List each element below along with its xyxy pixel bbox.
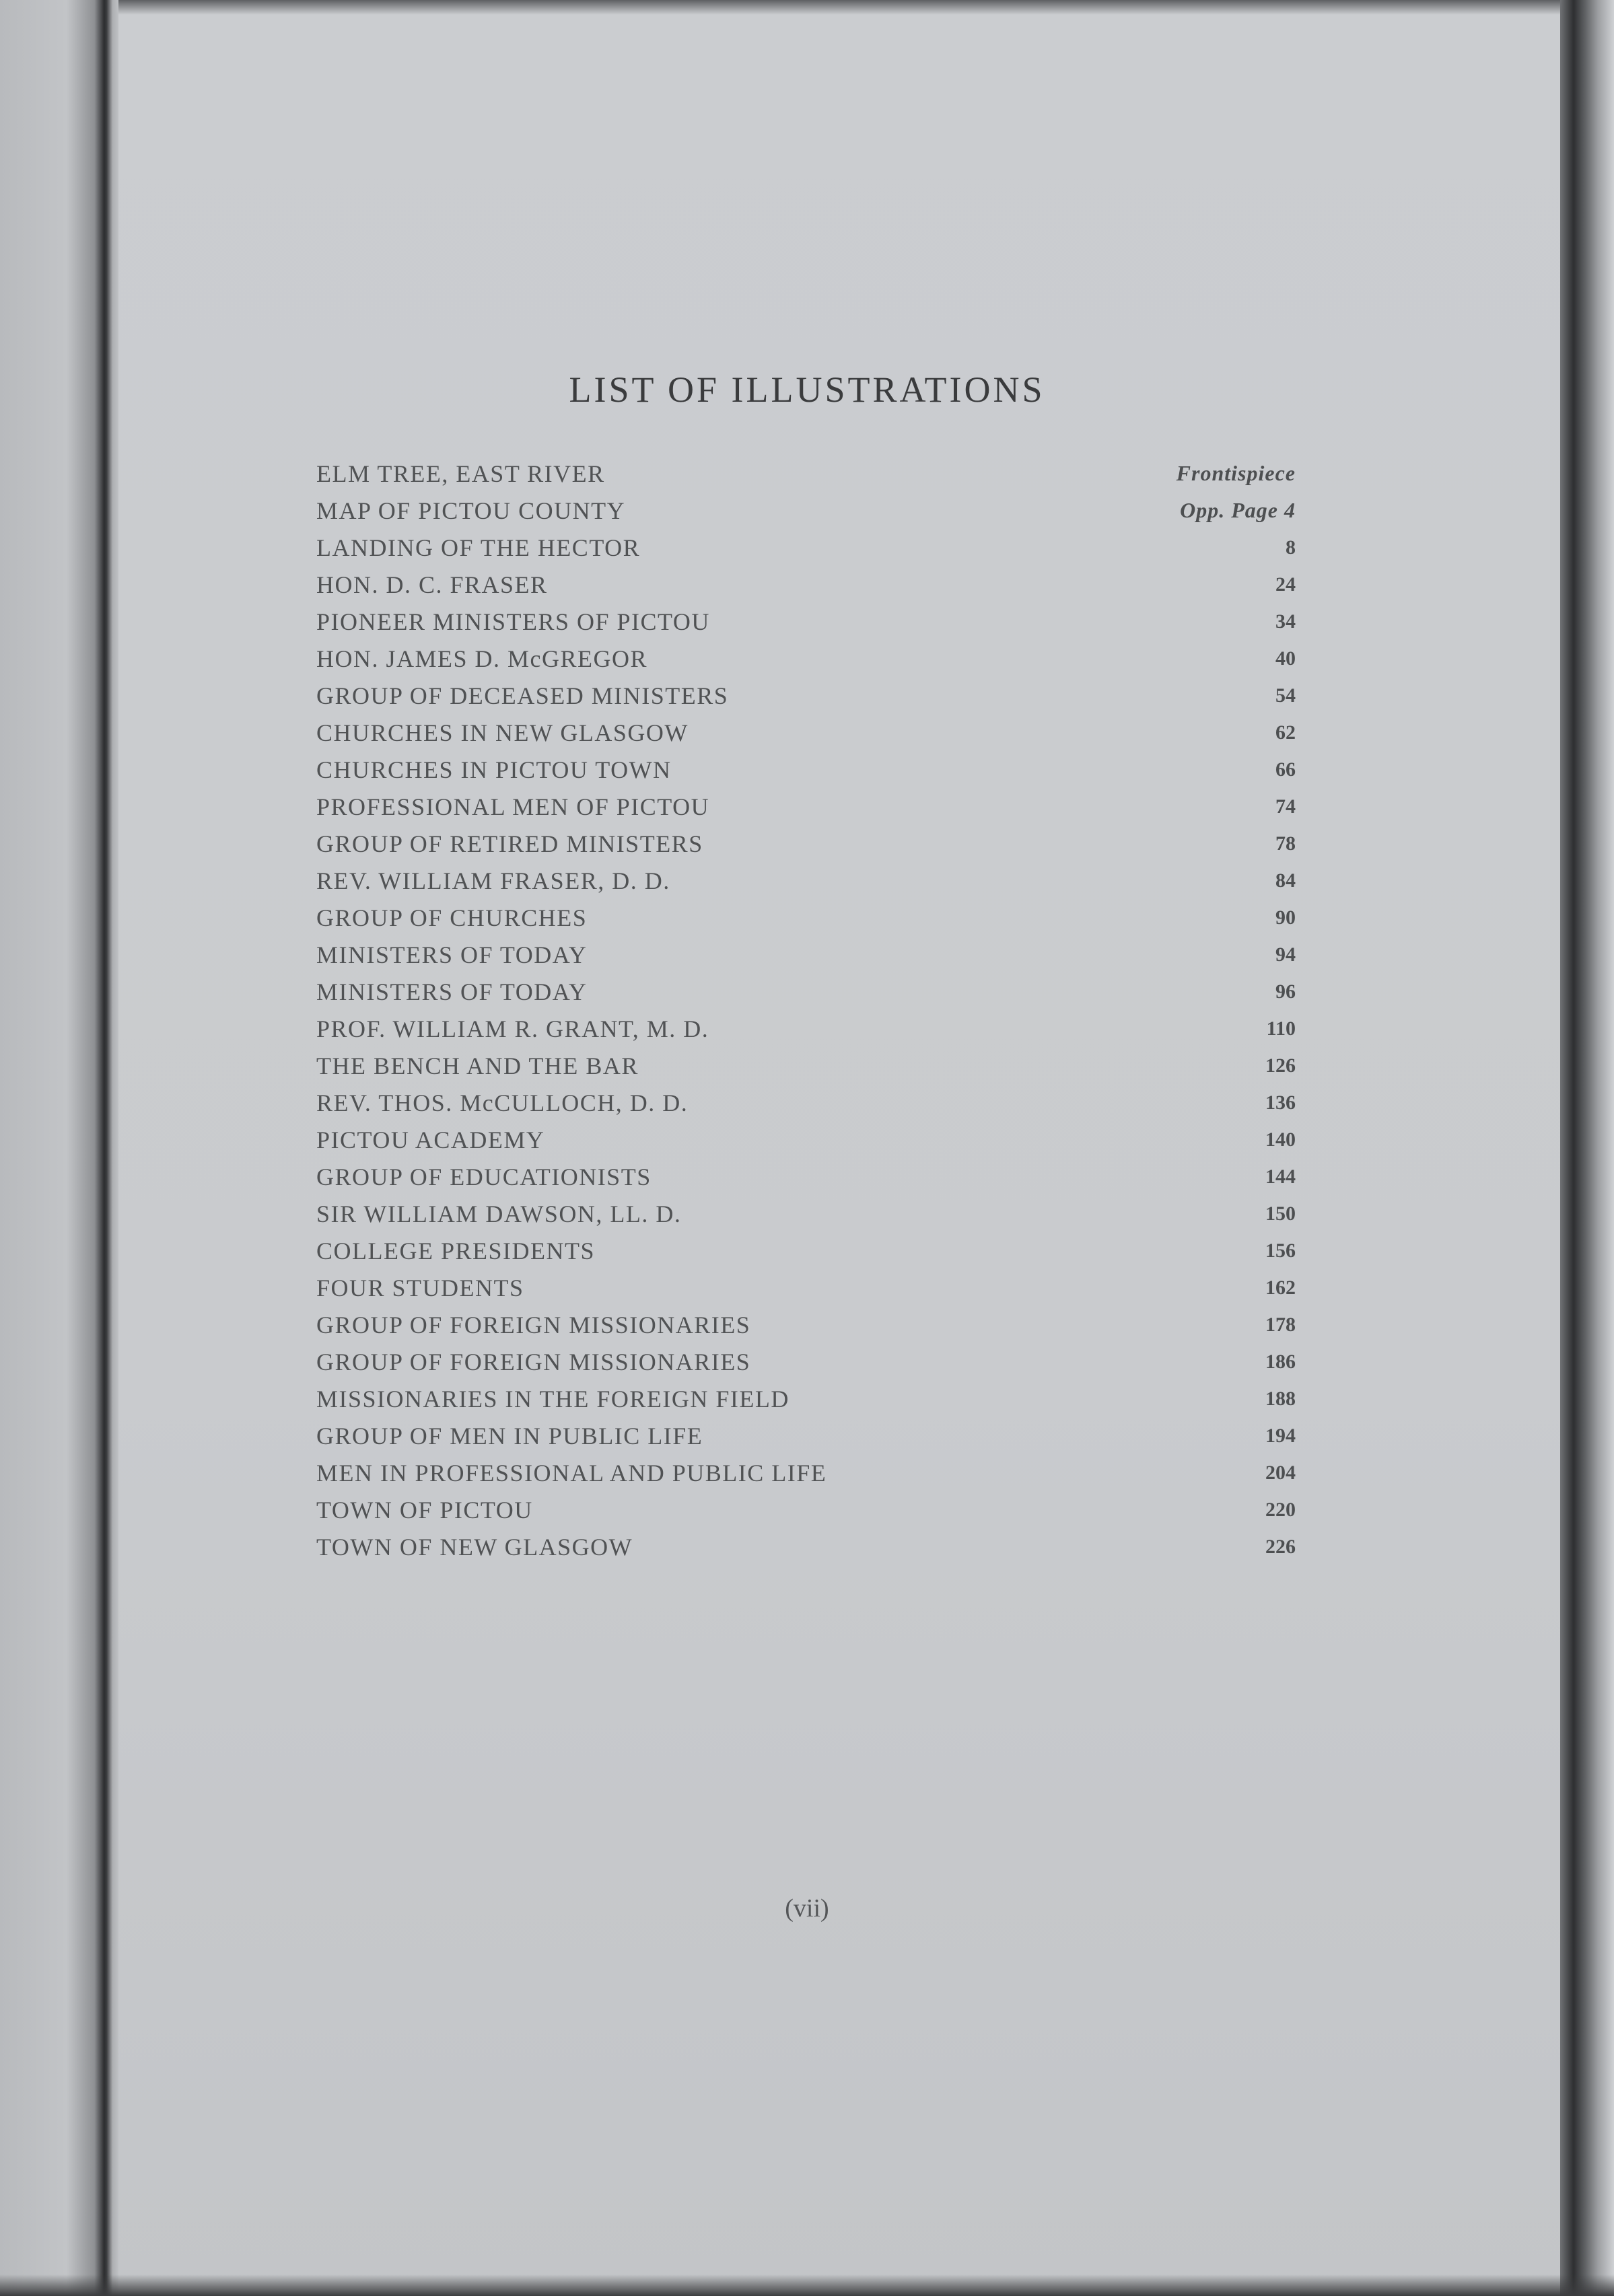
illustration-title: GROUP OF CHURCHES <box>316 904 588 931</box>
illustration-title: MINISTERS OF TODAY <box>316 941 588 968</box>
illustration-page-number: 24 <box>1275 573 1296 596</box>
illustration-page-number: 96 <box>1275 980 1296 1003</box>
illustration-title: MEN IN PROFESSIONAL AND PUBLIC LIFE <box>316 1459 827 1486</box>
illustration-page-number: 226 <box>1265 1535 1296 1558</box>
illustration-entry <box>316 492 1296 529</box>
illustration-title: PICTOU ACADEMY <box>316 1126 545 1153</box>
illustration-title: ELM TREE, EAST RIVER <box>316 460 605 487</box>
bottom-shadow <box>0 2274 1614 2296</box>
illustration-entry <box>316 1417 1296 1454</box>
illustration-title: LANDING OF THE HECTOR <box>316 534 641 561</box>
illustration-entry <box>316 1454 1296 1491</box>
illustration-page-number: 126 <box>1265 1054 1296 1077</box>
illustration-entry <box>316 566 1296 603</box>
illustration-title: GROUP OF MEN IN PUBLIC LIFE <box>316 1422 703 1449</box>
illustration-title: TOWN OF PICTOU <box>316 1496 533 1523</box>
illustration-page-number: 94 <box>1275 943 1296 966</box>
illustration-page-number: 194 <box>1265 1424 1296 1447</box>
illustration-title: CHURCHES IN PICTOU TOWN <box>316 756 672 783</box>
illustration-entry <box>316 751 1296 788</box>
illustration-title: MAP OF PICTOU COUNTY <box>316 497 626 524</box>
illustration-entry <box>316 825 1296 862</box>
illustration-page-number: 66 <box>1275 758 1296 781</box>
illustration-entry <box>316 1269 1296 1306</box>
illustration-title: PROFESSIONAL MEN OF PICTOU <box>316 793 710 820</box>
illustration-entry <box>316 1010 1296 1047</box>
illustration-entry <box>316 1343 1296 1380</box>
illustration-entry <box>316 1047 1296 1084</box>
illustration-entry <box>316 603 1296 640</box>
illustration-entry <box>316 1084 1296 1121</box>
illustration-page-number: 34 <box>1275 610 1296 633</box>
illustration-title: GROUP OF FOREIGN MISSIONARIES <box>316 1348 751 1375</box>
illustration-title: REV. THOS. McCULLOCH, D. D. <box>316 1089 689 1116</box>
illustration-title: PROF. WILLIAM R. GRANT, M. D. <box>316 1015 709 1042</box>
illustration-entry <box>316 677 1296 714</box>
illustration-title: FOUR STUDENTS <box>316 1274 524 1301</box>
illustration-page-number: 40 <box>1275 647 1296 670</box>
illustration-page-number: 162 <box>1265 1276 1296 1299</box>
illustration-page-number: 90 <box>1275 906 1296 929</box>
illustration-page-number: 188 <box>1265 1387 1296 1410</box>
illustration-entry <box>316 936 1296 973</box>
illustration-entry <box>316 973 1296 1010</box>
illustration-entry <box>316 1121 1296 1158</box>
illustration-title: MISSIONARIES IN THE FOREIGN FIELD <box>316 1385 790 1412</box>
page-number: (vii) <box>785 1894 829 1923</box>
illustration-title: HON. D. C. FRASER <box>316 571 548 598</box>
illustration-page-number: 178 <box>1265 1313 1296 1336</box>
illustration-entry <box>316 1195 1296 1232</box>
illustration-page-number: 220 <box>1265 1498 1296 1521</box>
illustration-page-number: Opp. Page 4 <box>1180 498 1296 522</box>
illustration-entry <box>316 862 1296 899</box>
illustration-title: SIR WILLIAM DAWSON, LL. D. <box>316 1200 682 1227</box>
illustration-title: TOWN OF NEW GLASGOW <box>316 1533 633 1560</box>
illustration-title: PIONEER MINISTERS OF PICTOU <box>316 608 710 635</box>
top-shadow <box>118 0 1572 15</box>
illustration-entry <box>316 1232 1296 1269</box>
illustration-page-number: 74 <box>1275 795 1296 818</box>
illustration-page-number: 140 <box>1265 1128 1296 1151</box>
illustration-page-number: 54 <box>1275 684 1296 707</box>
illustration-page-number: 150 <box>1265 1202 1296 1225</box>
illustration-entry <box>316 529 1296 566</box>
illustrations-list <box>316 455 1296 1565</box>
illustration-page-number: 186 <box>1265 1350 1296 1373</box>
illustration-entry <box>316 1528 1296 1565</box>
illustration-title: HON. JAMES D. McGREGOR <box>316 645 648 672</box>
illustration-title: MINISTERS OF TODAY <box>316 978 588 1005</box>
page-title: LIST OF ILLUSTRATIONS <box>569 369 1045 410</box>
illustration-entry <box>316 455 1296 492</box>
illustration-entry <box>316 1380 1296 1417</box>
illustration-title: REV. WILLIAM FRASER, D. D. <box>316 867 670 894</box>
illustration-entry <box>316 714 1296 751</box>
illustration-title: CHURCHES IN NEW GLASGOW <box>316 719 689 746</box>
illustration-page-number: 78 <box>1275 832 1296 855</box>
illustration-title: COLLEGE PRESIDENTS <box>316 1237 595 1264</box>
illustration-page-number: 136 <box>1265 1091 1296 1114</box>
illustration-title: GROUP OF DECEASED MINISTERS <box>316 682 729 709</box>
illustration-entry <box>316 899 1296 936</box>
illustration-entry <box>316 1306 1296 1343</box>
right-page-edge <box>1560 0 1614 2296</box>
left-page-edge <box>0 0 121 2296</box>
illustration-page-number: 62 <box>1275 721 1296 744</box>
illustration-title: GROUP OF EDUCATIONISTS <box>316 1163 652 1190</box>
illustration-title: GROUP OF RETIRED MINISTERS <box>316 830 703 857</box>
illustration-title: GROUP OF FOREIGN MISSIONARIES <box>316 1311 751 1338</box>
illustration-page-number: 110 <box>1266 1017 1296 1040</box>
illustration-entry <box>316 1158 1296 1195</box>
illustration-page-number: 8 <box>1286 536 1296 559</box>
illustration-title: THE BENCH AND THE BAR <box>316 1052 639 1079</box>
illustration-entry <box>316 788 1296 825</box>
illustration-entry <box>316 1491 1296 1528</box>
illustration-entry <box>316 640 1296 677</box>
illustration-page-number: Frontispiece <box>1176 461 1296 485</box>
illustration-page-number: 204 <box>1265 1461 1296 1484</box>
illustration-page-number: 84 <box>1275 869 1296 892</box>
illustration-page-number: 144 <box>1265 1165 1296 1188</box>
illustration-page-number: 156 <box>1265 1239 1296 1262</box>
